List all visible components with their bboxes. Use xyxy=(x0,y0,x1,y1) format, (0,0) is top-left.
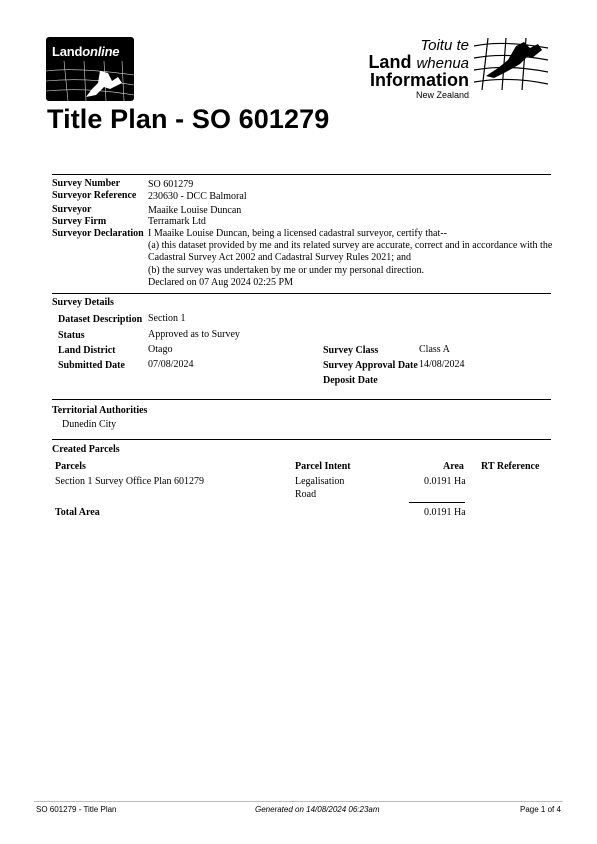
area-column-header: Area xyxy=(443,461,464,472)
survey-class-label: Survey Class xyxy=(323,345,379,356)
survey-approval-date-label: Survey Approval Date xyxy=(323,360,418,371)
survey-class-value: Class A xyxy=(419,344,450,355)
total-area-label: Total Area xyxy=(55,507,100,518)
linz-map-icon xyxy=(472,38,550,90)
dataset-description-label: Dataset Description xyxy=(58,314,143,325)
submitted-date-label: Submitted Date xyxy=(58,360,125,371)
divider xyxy=(52,293,551,294)
page-number: Page 1 of 4 xyxy=(520,805,561,814)
parcels-column-header: Parcels xyxy=(55,461,86,472)
surveyor-declaration-label: Surveyor Declaration xyxy=(52,228,144,239)
linz-line1: Toitu te xyxy=(420,37,469,54)
survey-firm-label: Survey Firm xyxy=(52,216,107,227)
territorial-authorities-heading: Territorial Authorities xyxy=(52,405,148,416)
total-area-value: 0.0191 Ha xyxy=(424,507,466,518)
surveyor-value: Maaike Louise Duncan xyxy=(148,205,242,216)
status-value: Approved as to Survey xyxy=(148,329,240,340)
parcel-name: Section 1 Survey Office Plan 601279 xyxy=(55,476,204,487)
linz-line2a: Land xyxy=(368,52,412,72)
parcel-intent-column-header: Parcel Intent xyxy=(295,461,351,472)
dataset-description-value: Section 1 xyxy=(148,313,186,324)
territorial-authority-value: Dunedin City xyxy=(62,419,117,430)
divider xyxy=(52,174,551,175)
deposit-date-label: Deposit Date xyxy=(323,375,378,386)
surveyor-reference-value: 230630 - DCC Balmoral xyxy=(148,191,247,202)
survey-details-heading: Survey Details xyxy=(52,297,114,308)
footer-left: SO 601279 - Title Plan xyxy=(36,805,117,814)
survey-firm-value: Terramark Ltd xyxy=(148,216,206,227)
land-district-label: Land District xyxy=(58,345,116,356)
rt-reference-column-header: RT Reference xyxy=(481,461,540,472)
survey-number-value: SO 601279 xyxy=(148,179,194,190)
divider xyxy=(52,439,551,440)
survey-approval-date-value: 14/08/2024 xyxy=(419,359,465,370)
divider xyxy=(52,399,551,400)
status-label: Status xyxy=(58,330,85,341)
linz-line3: Information xyxy=(370,70,469,90)
linz-line4: New Zealand xyxy=(415,90,469,100)
parcel-intent: Legalisation xyxy=(295,476,345,487)
parcel-area: 0.0191 Ha xyxy=(424,476,466,487)
surveyor-declaration-value: I Maaike Louise Duncan, being a licensed cadastral surveyor, certify that-- (a) this dataset provided by me and its related survey are accurate, correct and in accordance with the Cadastral Survey Act 2002 and Cadastral Survey Rules 2021; and (b) the survey was undertaken by me or under my personal direction. Declared on 07 Aug 2024 02:25 PM xyxy=(148,228,553,288)
parcel-intent-line2: Road xyxy=(295,489,317,500)
created-parcels-heading: Created Parcels xyxy=(52,444,120,455)
page-title: Title Plan - SO 601279 xyxy=(47,104,330,134)
total-rule xyxy=(409,502,465,503)
landonline-logo: Landonline xyxy=(46,37,134,101)
footer-divider xyxy=(34,801,563,802)
land-district-value: Otago xyxy=(148,344,173,355)
surveyor-reference-label: Surveyor Reference xyxy=(52,190,137,201)
linz-line2b: whenua xyxy=(416,55,469,72)
survey-number-label: Survey Number xyxy=(52,178,121,189)
linz-logo-text xyxy=(362,38,469,100)
surveyor-label: Surveyor xyxy=(52,204,92,215)
submitted-date-value: 07/08/2024 xyxy=(148,359,194,370)
footer-generated: Generated on 14/08/2024 06:23am xyxy=(255,805,380,814)
